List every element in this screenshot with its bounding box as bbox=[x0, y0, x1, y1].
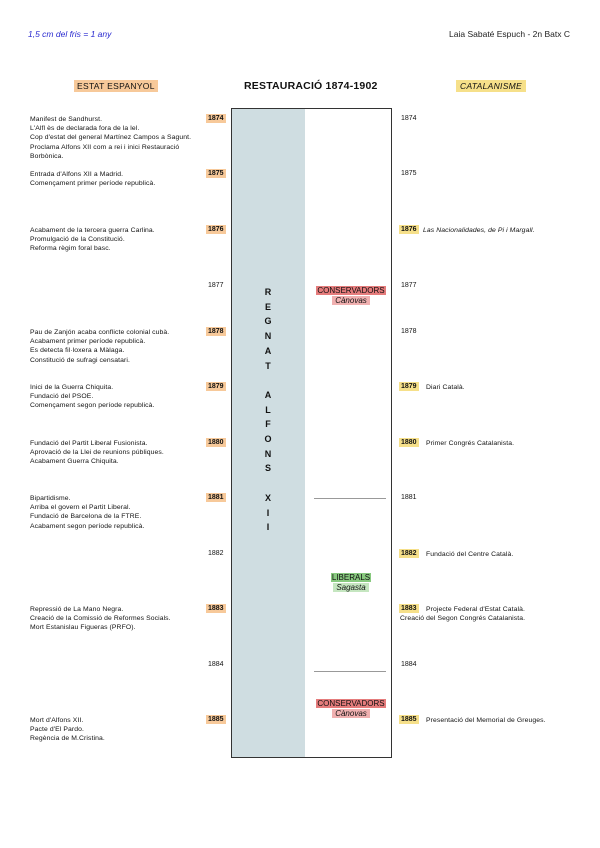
column-header-restauracio: RESTAURACIÓ 1874-1902 bbox=[244, 80, 378, 92]
column-header-catalanisme: CATALANISME bbox=[456, 80, 526, 92]
year-left-1880: 1880 bbox=[208, 439, 224, 446]
party-name: LIBERALS bbox=[331, 573, 371, 582]
year-right-1874: 1874 bbox=[401, 115, 417, 122]
year-left-1885: 1885 bbox=[208, 716, 224, 723]
year-left-1877: 1877 bbox=[208, 282, 224, 289]
party-name: CONSERVADORS bbox=[317, 699, 385, 708]
party-conservadors-1 bbox=[311, 286, 391, 306]
event-left-1874: Manifest de Sandhurst. L'Alfl ès de declarada fora de la lel. Cop d'estat del general Martínez Campos a Sagunt. Proclama Alfons XII com a rei i inici Restauració Borbònica. bbox=[30, 116, 192, 160]
event-right-1879: Diari Català. bbox=[426, 384, 465, 391]
year-right-1879: 1879 bbox=[401, 383, 417, 390]
column-header-estat-espanyol: ESTAT ESPANYOL bbox=[74, 80, 158, 92]
party-liberals bbox=[311, 573, 391, 593]
event-left-1885: Mort d'Alfons XII. Pacte d'El Pardo. Regència de M.Cristina. bbox=[30, 717, 105, 743]
year-left-1876: 1876 bbox=[208, 226, 224, 233]
event-right-1883: Projecte Federal d'Estat Català. Creació del Segon Congrés Catalanista. bbox=[400, 606, 526, 623]
year-left-1884: 1884 bbox=[208, 661, 224, 668]
scale-note: 1,5 cm del fris = 1 any bbox=[28, 29, 112, 39]
year-right-1885: 1885 bbox=[401, 716, 417, 723]
year-right-1883: 1883 bbox=[401, 605, 417, 612]
year-left-1883: 1883 bbox=[208, 605, 224, 612]
year-right-1882: 1882 bbox=[401, 550, 417, 557]
event-left-1875: Entrada d'Alfons XII a Madrid. Començament primer període republicà. bbox=[30, 171, 156, 188]
year-left-1878: 1878 bbox=[208, 328, 224, 335]
year-left-1874: 1874 bbox=[208, 115, 224, 122]
year-right-1884: 1884 bbox=[401, 661, 417, 668]
party-conservadors-2 bbox=[311, 699, 391, 719]
party-leader: Sagasta bbox=[333, 583, 368, 592]
author-label: Laia Sabaté Espuch - 2n Batx C bbox=[449, 29, 570, 39]
event-left-1883: Repressió de La Mano Negra. Creació de la Comissió de Reformes Socials. Mort Estanislau Figueras (PRFO). bbox=[30, 606, 171, 632]
government-bar bbox=[305, 108, 392, 758]
period-separator bbox=[314, 671, 386, 672]
year-left-1879: 1879 bbox=[208, 383, 224, 390]
year-left-1881: 1881 bbox=[208, 494, 224, 501]
year-right-1877: 1877 bbox=[401, 282, 417, 289]
year-left-1875: 1875 bbox=[208, 170, 224, 177]
event-left-1881: Bipartidisme. Arriba el govern el Partit Liberal. Fundació de Barcelona de la FTRE. Acabament segon període republicà. bbox=[30, 495, 145, 530]
year-right-1876: 1876 bbox=[401, 226, 417, 233]
event-right-1882: Fundació del Centre Català. bbox=[426, 551, 514, 558]
year-right-1875: 1875 bbox=[401, 170, 417, 177]
party-name: CONSERVADORS bbox=[317, 286, 385, 295]
event-left-1880: Fundació del Partit Liberal Fusionista. Aprovació de la Llei de reunions públiques. Acabament Guerra Chiquita. bbox=[30, 440, 164, 466]
event-left-1879: Inici de la Guerra Chiquita. Fundació del PSOE. Començament segon període republicà. bbox=[30, 384, 155, 410]
party-leader: Cànovas bbox=[332, 709, 370, 718]
year-left-1882: 1882 bbox=[208, 550, 224, 557]
year-right-1880: 1880 bbox=[401, 439, 417, 446]
year-right-1878: 1878 bbox=[401, 328, 417, 335]
period-separator bbox=[314, 498, 386, 499]
year-right-1881: 1881 bbox=[401, 494, 417, 501]
event-right-1876: Las Nacionalidades, de Pi i Margall. bbox=[423, 227, 535, 234]
reign-label: R E G N A T A L F O N S X I I bbox=[264, 287, 272, 533]
event-left-1878: Pau de Zanjón acaba conflicte colonial cubà. Acabament primer període republicà. Es detecta fil·loxera a Màlaga. Constitució de sufragi censatari. bbox=[30, 329, 170, 364]
event-left-1876: Acabament de la tercera guerra Carlina. Promulgació de la Constitució. Reforma règim foral basc. bbox=[30, 227, 155, 253]
party-leader: Cànovas bbox=[332, 296, 370, 305]
event-right-1880: Primer Congrés Catalanista. bbox=[426, 440, 515, 447]
event-right-1885: Presentació del Memorial de Greuges. bbox=[426, 717, 546, 724]
